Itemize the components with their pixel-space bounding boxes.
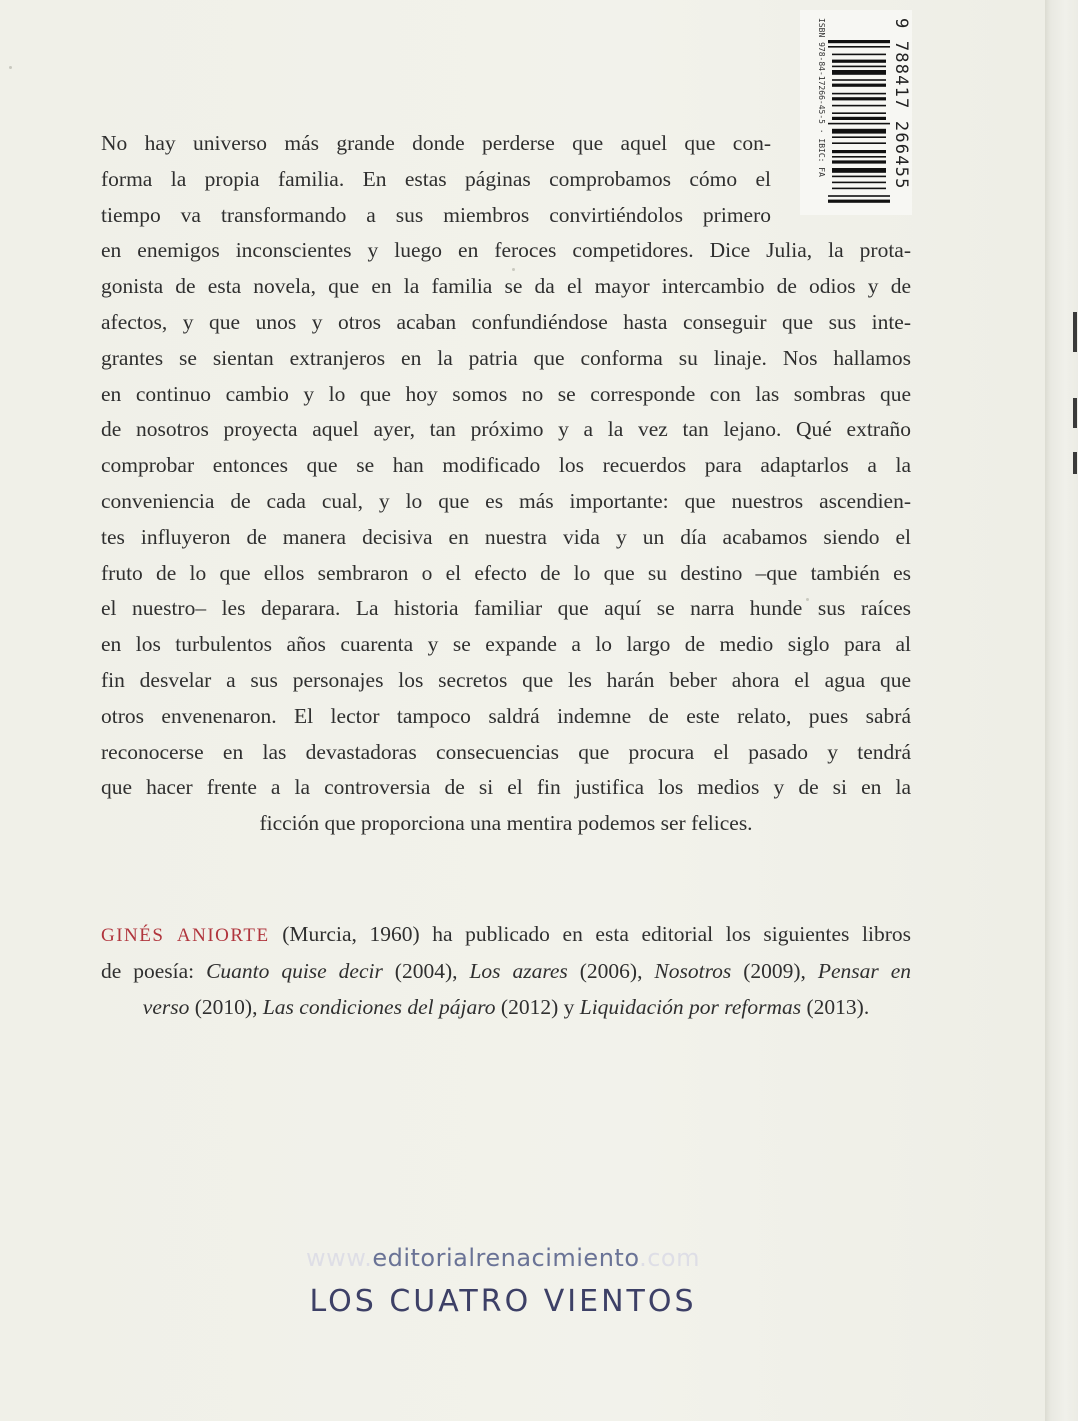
isbn-text: ISBN 978-84-17266-45-5 · IBIC: FA xyxy=(817,18,826,177)
synopsis-text xyxy=(101,126,911,842)
barcode-bar xyxy=(832,112,886,114)
synopsis-line: conveniencia de cada cual, y lo que es más importante: que nuestros ascendien- xyxy=(101,488,911,513)
barcode-bar xyxy=(832,60,886,63)
synopsis-line: afectos, y que unos y otros acaban confundiéndose hasta conseguir que sus inte- xyxy=(101,309,911,334)
synopsis-line: No hay universo más grande donde perderse que aquel que con- xyxy=(101,131,771,155)
synopsis-line: fin desvelar a sus personajes los secretos que les harán beber ahora el agua que xyxy=(101,667,911,692)
book-title: Liquidación por reformas xyxy=(579,994,802,1019)
synopsis-line: fruto de lo que ellos sembraron o el efecto de lo que su destino –que también es xyxy=(101,560,911,585)
author-bio-line: de poesía: Cuanto quise decir (2004), Los azares (2006), Nosotros (2009), Pensar en xyxy=(101,958,912,983)
barcode-bar xyxy=(828,123,890,125)
barcode-bar xyxy=(832,117,886,120)
book-spine xyxy=(1045,0,1078,1421)
book-title: Pensar en xyxy=(817,958,912,983)
spine-mark xyxy=(1073,452,1077,474)
synopsis-line: otros envenenaron. El lector tampoco saldrá indemne de este relato, pues sabrá xyxy=(101,703,911,728)
synopsis-line: tes influyeron de manera decisiva en nuestra vida y un día acabamos siendo el xyxy=(101,524,911,549)
barcode-bar xyxy=(832,105,886,107)
barcode-bar xyxy=(832,93,886,95)
synopsis-line: gonista de esta novela, que en la familia se da el mayor intercambio de odios y de xyxy=(101,274,911,299)
author-bio xyxy=(101,917,911,1025)
barcode-bar xyxy=(832,54,886,56)
barcode-bar xyxy=(832,97,886,100)
synopsis-line: reconocerse en las devastadoras consecuencias que procura el pasado y tendrá xyxy=(101,739,911,764)
author-name: GINÉS ANIORTE xyxy=(101,925,270,946)
synopsis-line: que hacer frente a la controversia de si el fin justifica los medios y de si en la xyxy=(101,775,911,800)
synopsis-line: ficción que proporciona una mentira podemos ser felices. xyxy=(259,811,753,836)
synopsis-line: de nosotros proyecta aquel ayer, tan próximo y a la vez tan lejano. Qué extraño xyxy=(101,417,911,442)
book-title: Cuanto quise decir xyxy=(206,958,383,983)
synopsis-line: tiempo va transformando a sus miembros convirtiéndolos primero xyxy=(101,202,771,227)
series-name: LOS CUATRO VIENTOS xyxy=(309,1284,697,1319)
barcode-bar xyxy=(828,46,890,48)
synopsis-line: comprobar entonces que se han modificado los recuerdos para adaptarlos a la xyxy=(101,453,911,478)
barcode-bar xyxy=(832,79,886,81)
book-title: Las condiciones del pájaro xyxy=(262,994,496,1019)
publisher-name: editorialrenacimiento xyxy=(372,1244,640,1272)
synopsis-line: en los turbulentos años cuarenta y se expande a lo largo de medio siglo para al xyxy=(101,632,911,657)
synopsis-line: forma la propia familia. En estas páginas comprobamos cómo el xyxy=(101,166,771,191)
barcode-bar xyxy=(832,66,886,68)
barcode-bar xyxy=(832,84,886,87)
book-title: verso xyxy=(142,994,190,1019)
synopsis-line: el nuestro– les deparara. La historia familiar que aquí se narra hunde sus raíces xyxy=(101,596,911,621)
dust-speck xyxy=(9,66,12,69)
book-title: Nosotros xyxy=(654,958,732,983)
spine-mark xyxy=(1073,398,1077,428)
barcode-bar xyxy=(828,40,890,43)
barcode-digits: 9 788417 266455 xyxy=(891,18,911,190)
author-bio-line: verso (2010), Las condiciones del pájaro (2012) y Liquidación por reformas (2013). xyxy=(142,994,870,1019)
spine-mark xyxy=(1073,312,1077,352)
publisher-url: www.editorialrenacimiento.com xyxy=(306,1244,700,1272)
book-title: Los azares xyxy=(469,958,568,983)
barcode-bar xyxy=(832,70,886,75)
author-bio-line: GINÉS ANIORTE (Murcia, 1960) ha publicado en esta editorial los siguientes libros xyxy=(101,922,911,946)
synopsis-line: en continuo cambio y lo que hoy somos no se corresponde con las sombras que xyxy=(101,381,911,406)
synopsis-line: grantes se sientan extranjeros en la patria que conforma su linaje. Nos hallamos xyxy=(101,345,911,370)
synopsis-line: en enemigos inconscientes y luego en feroces competidores. Dice Julia, la prota- xyxy=(101,238,911,263)
